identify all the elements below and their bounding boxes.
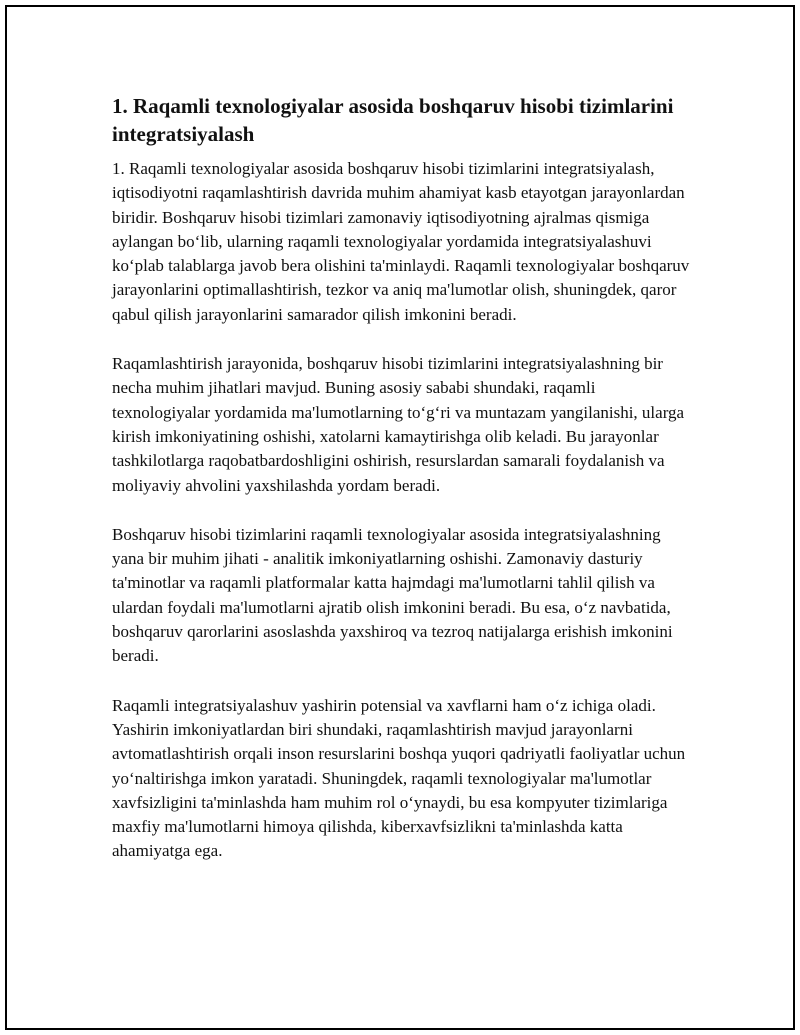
document-title: 1. Raqamli texnologiyalar asosida boshqaruv hisobi tizimlarini integratsiyalash [112, 94, 674, 146]
paragraph-4: Raqamli integratsiyalashuv yashirin potensial va xavflarni ham o‘z ichiga oladi. Yashirin imkoniyatlardan biri shundaki, raqamlashtirish mavjud jarayonlarni avtomatlashtirish orqali inson resurslarini boshqa yuqori qadriyatli faoliyatlar uchun yo‘naltirishga imkon yaratadi. Shuningdek, raqamli texnologiyalar ma'lumotlar xavfsizligini ta'minlashda ham muhim rol o‘ynaydi, bu esa kompyuter tizimlariga maxfiy ma'lumotlarni himoya qilishda, kiberxavfsizlikni ta'minlashda katta ahamiyatga ega. [112, 695, 686, 861]
paragraph-3: Boshqaruv hisobi tizimlarini raqamli texnologiyalar asosida integratsiyalashning yana bir muhim jihati - analitik imkoniyatlarning oshishi. Zamonaviy dasturiy ta'minotlar va raqamli platformalar katta hajmdagi ma'lumotlarni tahlil qilish va ulardan foydali ma'lumotlarni ajratib olish imkonini beradi. Bu esa, o‘z navbatida, boshqaruv qarorlarini asoslashda yaxshiroq va tezroq natijalarga erishish imkonini beradi. [112, 524, 673, 666]
paragraph-1: 1. Raqamli texnologiyalar asosida boshqaruv hisobi tizimlarini integratsiyalash, iqtisodiyotni raqamlashtirish davrida muhim ahamiyat kasb etayotgan jarayonlardan biridir. Boshqaruv hisobi tizimlari zamonaviy iqtisodiyotning ajralmas qismiga aylangan bo‘lib, ularning raqamli texnologiyalar yordamida integratsiyalashuvi ko‘plab talablarga javob bera olishini ta'minlaydi. Raqamli texnologiyalar boshqaruv jarayonlarini optimallashtirish, tezkor va aniq ma'lumotlar olish, shuningdek, qaror qabul qilish jarayonlarini samarador qilish imkonini beradi. [112, 159, 690, 324]
paragraph-2: Raqamlashtirish jarayonida, boshqaruv hisobi tizimlarini integratsiyalashning bir necha muhim jihatlari mavjud. Buning asosiy sababi shundaki, raqamli texnologiyalar yordamida ma'lumotlarning to‘g‘ri va muntazam yangilanishi, ularga kirish imkoniyatining oshishi, xatolarni kamaytirishga olib keladi. Bu jarayonlar tashkilotlarga raqobatbardoshligini oshirish, resurslardan samarali foydalanish va moliyaviy ahvolini yaxshilashda yordam beradi. [112, 354, 685, 495]
document-body [112, 92, 692, 889]
